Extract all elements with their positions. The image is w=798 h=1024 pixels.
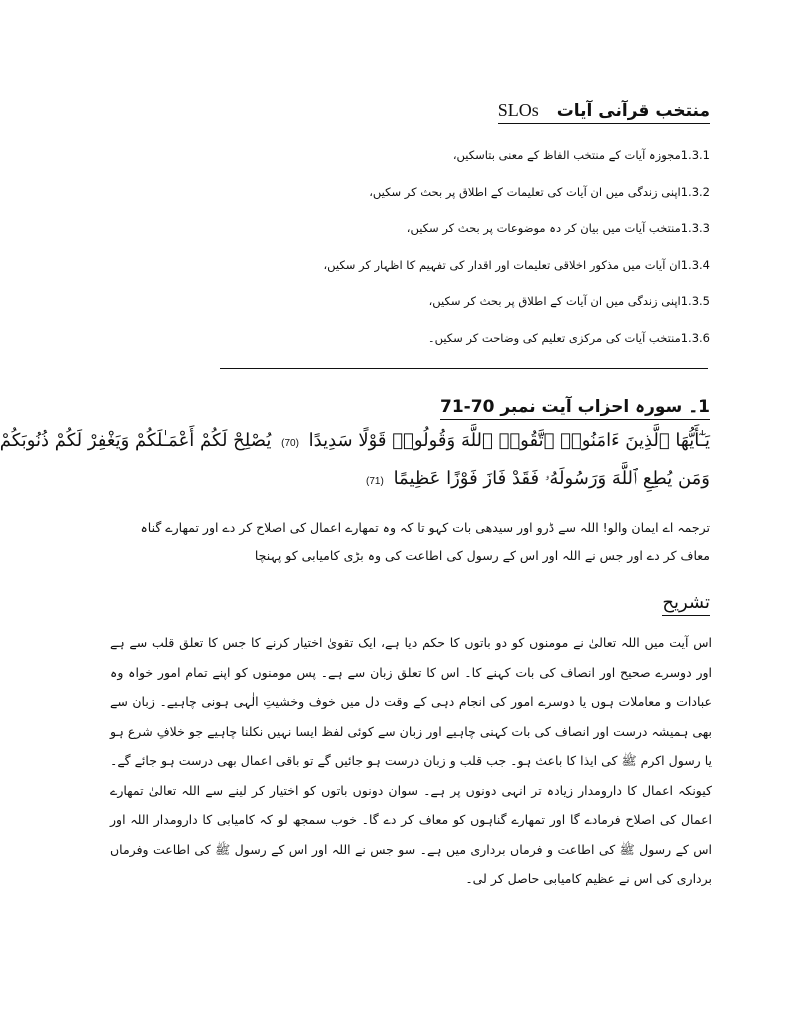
section-divider (220, 368, 708, 369)
surah-heading: 1۔ سورہ احزاب آیت نمبر 70-71 (440, 396, 710, 420)
ayah-line-1 (0, 430, 710, 451)
ayah-translation: ترجمہ اے ایمان والو! اللہ سے ڈرو اور سیدھی بات کہو تا کہ وہ تمھارے اعمال کی اصلاح کر دے اور تمھارے گناہ معاف کر دے اور جس نے اللہ اور اس کے رسول کی اطاعت کی وہ بڑی کامیابی کو پہنچا (140, 520, 710, 563)
slo-heading-latin: SLOs (497, 100, 539, 120)
ayah-71-text-start: يُصْلِحْ لَكُمْ أَعْمَـٰلَكُمْ وَيَغْفِرْ لَكُمْ ذُنُوبَكُمْ (0, 430, 272, 451)
ayah-line-2 (110, 468, 710, 489)
ayah-70-text: يَـٰٓأَيُّهَا ٱلَّذِينَ ءَامَنُوا۟ ٱتَّقُوا۟ ٱللَّهَ وَقُولُوا۟ قَوْلًا سَدِيدًا (308, 430, 710, 451)
tashreeh-body: اس آیت میں اللہ تعالیٰ نے مومنوں کو دو باتوں کا حکم دیا ہے، ایک تقویٰ اختیار کرنے کا جس کا تعلق قلب سے ہے اور دوسرے صحیح اور انصاف کی بات کہنے کا۔ اس کا تعلق زبان سے ہے۔ پس مومنوں کو اپنے تمام امور خواہ وہ عبادات و معاملات ہوں یا دوسرے امور کی انجام دہی کے وقت دل میں خوف وخشیتِ الٰہی ہونی چاہیے۔ زبان سے بھی ہمیشہ درست اور انصاف کی بات کہنی چاہیے اور زبان سے کوئی لفظ ایسا نہیں نکلنا چاہیے جو خلافِ شرع ہو یا رسول اکرم ﷺ کی ایذا کا باعث ہو۔ جب قلب و زبان درست ہو جائیں گے تو باقی اعمال بھی درست ہو جائے گے۔ کیونکہ اعمال کا دارومدار زیادہ تر انہی دونوں پر ہے۔ سوان دونوں باتوں کو اختیار کر لینے سے اللہ تعالیٰ تمھارے اعمال کی اصلاح فرمادے گا اور تمھارے گناہوں کو معاف کر دے گا۔ خوب سمجھ لو کہ کامیابی کا دارومدار اللہ اور اس کے رسول ﷺ کی اطاعت و فرماں برداری میں ہے۔ سو جس نے اللہ اور اس کے رسول ﷺ کی اطاعت وفرماں برداری کی اس نے عظیم کامیابی حاصل کر لی۔ (110, 635, 712, 886)
slo-item: 1.3.2اپنی زندگی میں ان آیات کی تعلیمات کے اطلاق پر بحث کر سکیں، (369, 184, 710, 199)
slo-item: 1.3.6منتخب آیات کی مرکزی تعلیم کی وضاحت کر سکیں۔ (427, 330, 710, 345)
tashreeh-heading: تشریح (662, 592, 710, 616)
slo-item: 1.3.5اپنی زندگی میں ان آیات کے اطلاق پر بحث کر سکیں، (428, 294, 710, 308)
ayah-71-text: وَمَن يُطِعِ ٱللَّهَ وَرَسُولَهُۥ فَقَدْ فَازَ فَوْزًا عَظِيمًا (393, 468, 710, 489)
slo-section-heading (498, 100, 710, 124)
slo-item: 1.3.1مجوزہ آیات کے منتخب الفاظ کے معنی بتاسکیں، (452, 148, 710, 162)
slo-item: 1.3.4ان آیات میں مذکور اخلاقی تعلیمات اور اقدار کی تفہیم کا اظہار کر سکیں، (323, 257, 710, 272)
ayah-number-70: (70) (281, 438, 299, 449)
ayah-number-71: (71) (366, 476, 384, 487)
slo-item: 1.3.3منتخب آیات میں بیان کر دہ موضوعات پر بحث کر سکیں، (406, 221, 710, 235)
slo-list (150, 146, 710, 365)
slo-heading-urdu: منتخب قرآنی آیات (556, 101, 710, 121)
